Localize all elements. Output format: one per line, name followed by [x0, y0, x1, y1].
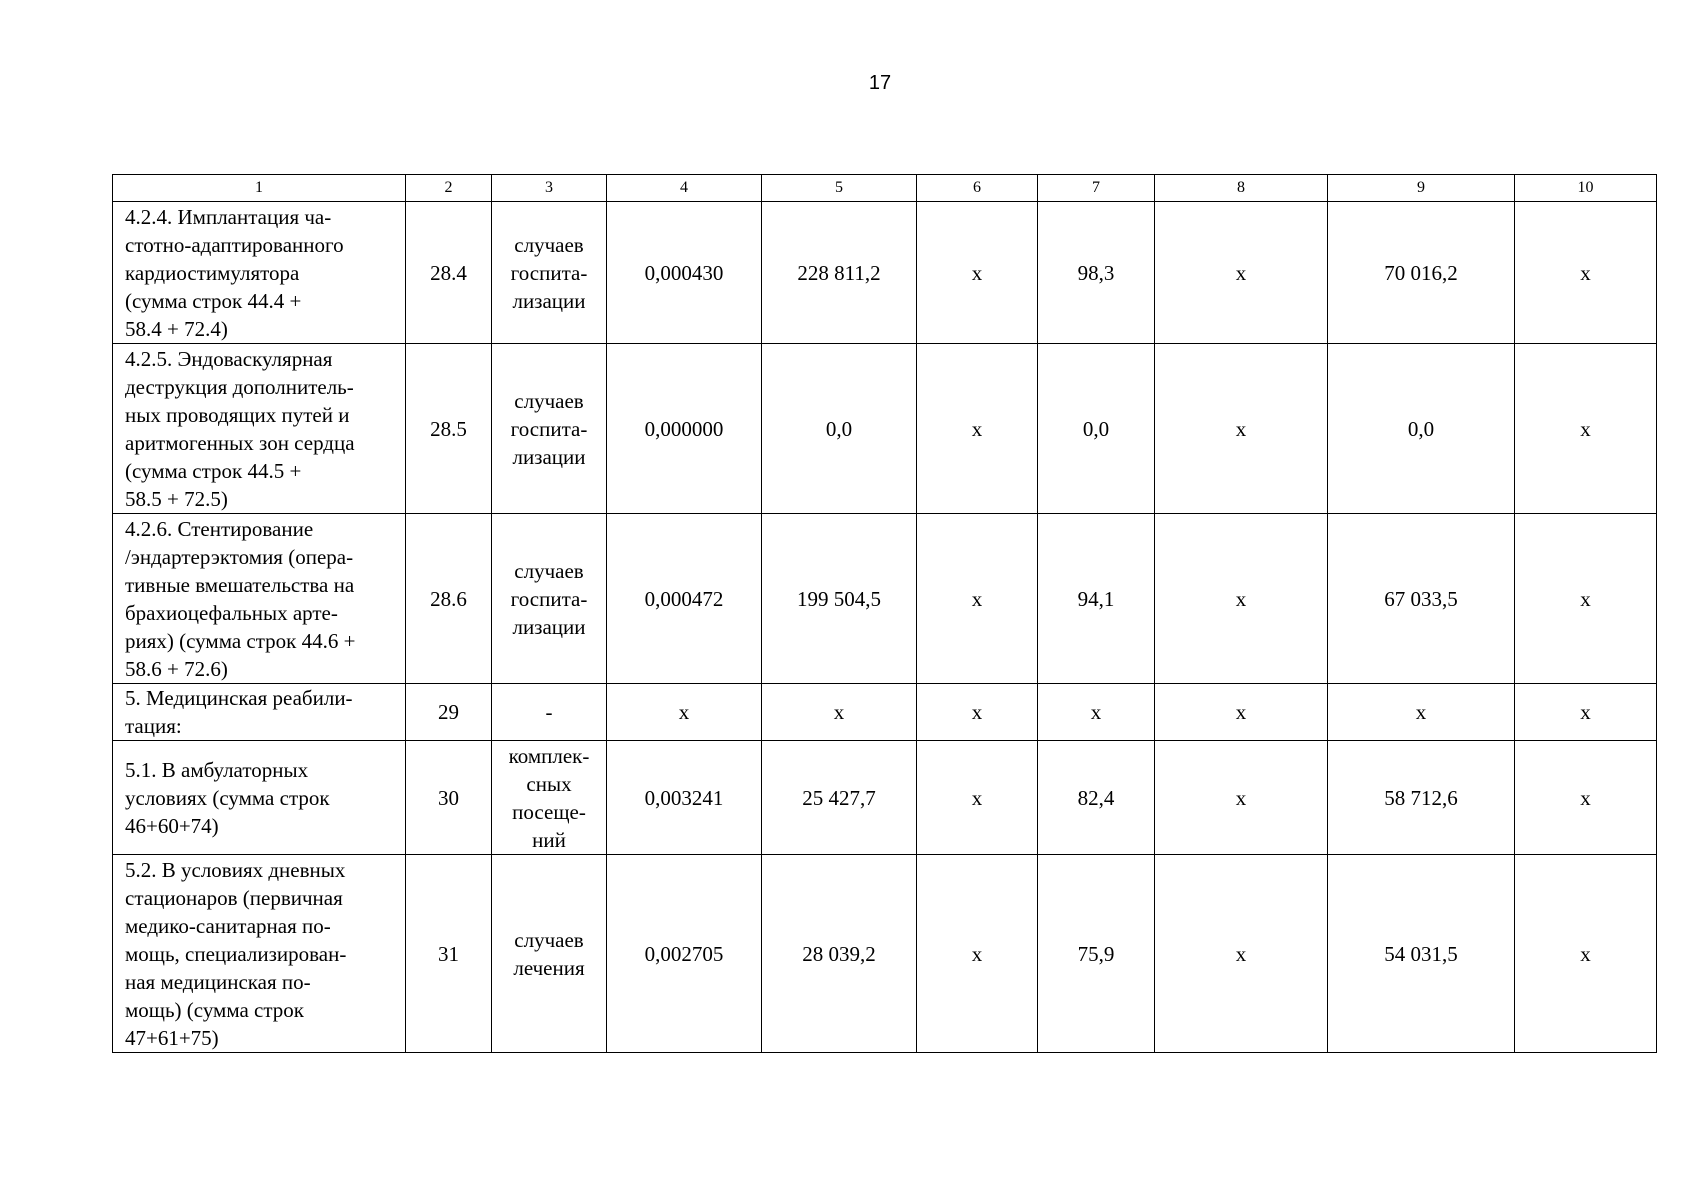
table-cell: 0,003241 — [607, 741, 762, 855]
table-cell: 98,3 — [1038, 202, 1155, 344]
table-row — [113, 741, 1657, 855]
table-cell: х — [1328, 684, 1515, 741]
table-cell: х — [1155, 514, 1328, 684]
table-header-row — [113, 175, 1657, 202]
table-cell: х — [1515, 514, 1657, 684]
table-cell: 25 427,7 — [762, 741, 917, 855]
table-cell: 67 033,5 — [1328, 514, 1515, 684]
table-cell: х — [1155, 344, 1328, 514]
table-row — [113, 684, 1657, 741]
row-line-number: 29 — [406, 684, 492, 741]
data-table — [112, 174, 1657, 1053]
table-cell: 0,0 — [762, 344, 917, 514]
column-header: 10 — [1515, 175, 1657, 202]
table-cell: х — [1038, 684, 1155, 741]
table-cell: х — [1155, 741, 1328, 855]
table-cell: 199 504,5 — [762, 514, 917, 684]
table-cell: 0,0 — [1038, 344, 1155, 514]
row-line-number: 31 — [406, 855, 492, 1053]
table-cell: х — [1515, 741, 1657, 855]
table-cell: х — [762, 684, 917, 741]
table-cell: х — [917, 855, 1038, 1053]
table-cell: х — [1515, 684, 1657, 741]
table-cell: х — [917, 202, 1038, 344]
row-name-cell: 4.2.4. Имплантация ча- стотно-адаптированного кардиостимулятора (сумма строк 44.4 + 58.4 + 72.4) — [113, 202, 406, 344]
table-cell: 58 712,6 — [1328, 741, 1515, 855]
column-header: 5 — [762, 175, 917, 202]
row-unit-cell: - — [492, 684, 607, 741]
row-name-cell: 5.1. В амбулаторных условиях (сумма строк 46+60+74) — [113, 741, 406, 855]
table-cell: 54 031,5 — [1328, 855, 1515, 1053]
column-header: 9 — [1328, 175, 1515, 202]
column-header: 8 — [1155, 175, 1328, 202]
table-row — [113, 514, 1657, 684]
row-name-cell: 4.2.5. Эндоваскулярная деструкция дополнитель- ных проводящих путей и аритмогенных зон сердца (сумма строк 44.5 + 58.5 + 72.5) — [113, 344, 406, 514]
table-cell: 0,0 — [1328, 344, 1515, 514]
page-number: 17 — [868, 72, 892, 94]
table-cell: х — [917, 684, 1038, 741]
column-header: 7 — [1038, 175, 1155, 202]
row-name-cell: 4.2.6. Стентирование /эндартерэктомия (опера- тивные вмешательства на брахиоцефальных арте- риях) (сумма строк 44.6 + 58.6 + 72.6) — [113, 514, 406, 684]
table-cell: 75,9 — [1038, 855, 1155, 1053]
row-unit-cell: случаев лечения — [492, 855, 607, 1053]
table-cell: 0,002705 — [607, 855, 762, 1053]
table-cell: 28 039,2 — [762, 855, 917, 1053]
table-cell: х — [1155, 684, 1328, 741]
row-unit-cell: случаев госпита- лизации — [492, 202, 607, 344]
row-line-number: 28.5 — [406, 344, 492, 514]
table-cell: 228 811,2 — [762, 202, 917, 344]
table-row — [113, 344, 1657, 514]
table-row — [113, 855, 1657, 1053]
table-cell: х — [1515, 202, 1657, 344]
row-line-number: 28.4 — [406, 202, 492, 344]
table-cell: х — [607, 684, 762, 741]
table-cell: х — [917, 344, 1038, 514]
table-cell: х — [1515, 855, 1657, 1053]
row-line-number: 30 — [406, 741, 492, 855]
column-header: 1 — [113, 175, 406, 202]
row-line-number: 28.6 — [406, 514, 492, 684]
row-name-cell: 5. Медицинская реабили- тация: — [113, 684, 406, 741]
column-header: 4 — [607, 175, 762, 202]
column-header: 6 — [917, 175, 1038, 202]
row-unit-cell: комплек- сных посеще- ний — [492, 741, 607, 855]
table-cell: 0,000000 — [607, 344, 762, 514]
table-cell: х — [917, 514, 1038, 684]
table-cell: х — [1155, 855, 1328, 1053]
column-header: 3 — [492, 175, 607, 202]
table-cell: 82,4 — [1038, 741, 1155, 855]
table-cell: 70 016,2 — [1328, 202, 1515, 344]
table-cell: х — [1155, 202, 1328, 344]
column-header: 2 — [406, 175, 492, 202]
table-cell: х — [917, 741, 1038, 855]
row-unit-cell: случаев госпита- лизации — [492, 514, 607, 684]
table-cell: 0,000472 — [607, 514, 762, 684]
table-row — [113, 202, 1657, 344]
row-name-cell: 5.2. В условиях дневных стационаров (первичная медико-санитарная по- мощь, специализирован- ная медицинская по- мощь) (сумма строк 47+61+75) — [113, 855, 406, 1053]
table-cell: 94,1 — [1038, 514, 1155, 684]
row-unit-cell: случаев госпита- лизации — [492, 344, 607, 514]
table-cell: х — [1515, 344, 1657, 514]
table-cell: 0,000430 — [607, 202, 762, 344]
